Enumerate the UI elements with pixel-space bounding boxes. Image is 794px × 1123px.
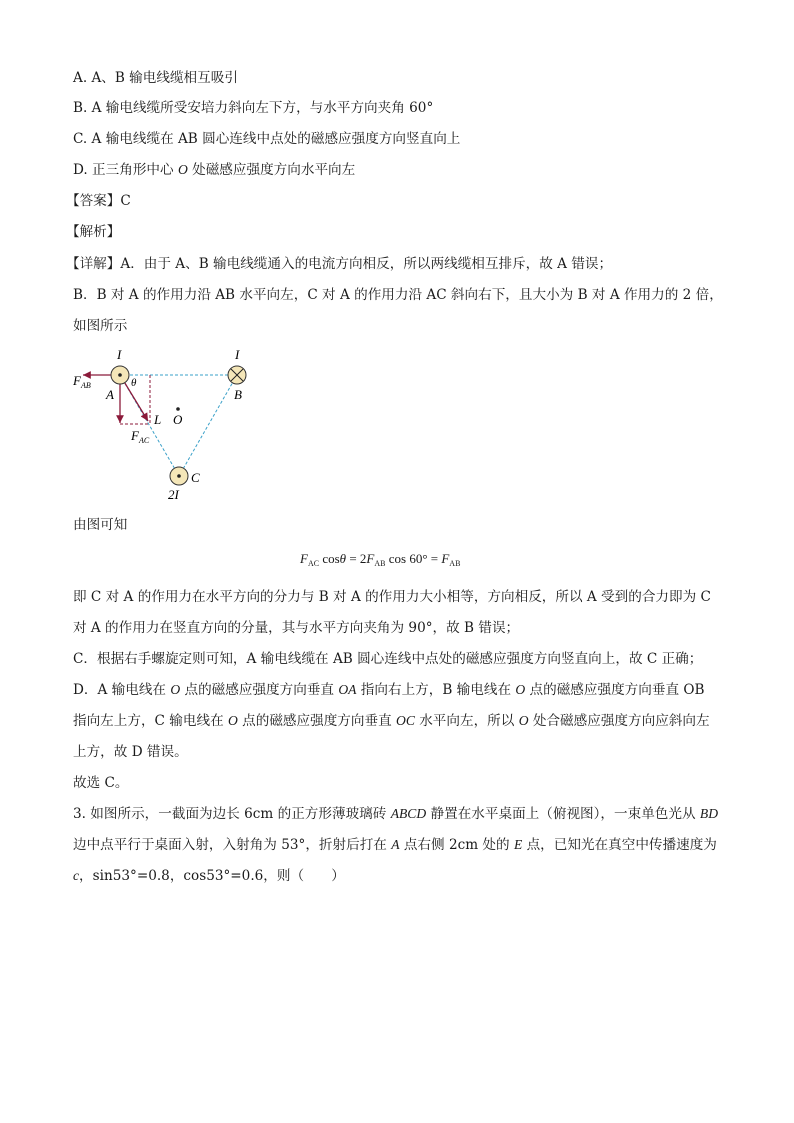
explain-d-line-2 bbox=[73, 711, 710, 731]
option-d-var: O bbox=[177, 162, 188, 177]
answer-line bbox=[66, 191, 131, 211]
detail-line-2: B．B 对 A 的作用力沿 AB 水平向左，C 对 A 的作用力沿 AC 斜向右下，且大小为 B 对 A 作用力的 2 倍， bbox=[73, 287, 723, 303]
label-theta: θ bbox=[131, 377, 137, 389]
label-f-ac-main: F bbox=[131, 428, 139, 443]
explain-line-2: 对 A 的作用力在竖直方向的分量，其与水平方向夹角为 90°，故 B 错误； bbox=[73, 620, 520, 636]
answer-value: C bbox=[120, 193, 131, 209]
center-o-dot bbox=[176, 407, 180, 411]
analysis-tag: 【解析】 bbox=[66, 224, 121, 240]
q3-l2-a: 边中点平行于桌面入射，入射角为 53°，折射后打在 bbox=[73, 837, 392, 853]
formula-s2: AB bbox=[374, 559, 386, 568]
d1-a: D．A 输电线在 bbox=[73, 682, 171, 698]
q3-line-1 bbox=[73, 804, 718, 824]
q3-point-a: A bbox=[391, 837, 400, 852]
d1-b: 点的磁感应强度方向垂直 bbox=[180, 682, 339, 698]
label-f-ac bbox=[130, 428, 150, 445]
explain-d-line-3: 上方，故 D 错误。 bbox=[73, 744, 188, 760]
option-a: A. A、B 输电线缆相互吸引 bbox=[73, 70, 238, 86]
force-equation bbox=[300, 551, 460, 568]
d1-o2: O bbox=[515, 682, 526, 697]
label-2i: 2I bbox=[168, 487, 179, 502]
option-c: C. A 输电线缆在 AB 圆心连线中点处的磁感应强度方向竖直向上 bbox=[73, 131, 461, 147]
label-l: L bbox=[154, 412, 162, 427]
formula-theta: θ bbox=[339, 551, 347, 566]
d2-a: 指向左上方，C 输电线在 bbox=[73, 713, 228, 729]
q3-l1-b: 静置在水平桌面上（俯视图），一束单色光从 bbox=[426, 806, 700, 822]
label-f-ab-main: F bbox=[73, 373, 81, 388]
formula-f1: F bbox=[300, 551, 308, 566]
d2-c: 水平向左，所以 bbox=[414, 713, 519, 729]
label-current-a: I bbox=[117, 347, 122, 362]
option-d-suffix: 处磁感应强度方向水平向左 bbox=[187, 162, 356, 178]
formula-s1: AC bbox=[307, 559, 320, 568]
detail-line-1: 【详解】A．由于 A、B 输电线缆通入的电流方向相反，所以两线缆相互排斥，故 A 错误； bbox=[66, 256, 613, 272]
label-current-b: I bbox=[235, 347, 240, 362]
d2-b: 点的磁感应强度方向垂直 bbox=[237, 713, 396, 729]
choose-line: 故选 C。 bbox=[73, 775, 129, 791]
label-o: O bbox=[173, 412, 183, 427]
formula-s3: AB bbox=[449, 559, 461, 568]
conductor-b-icon bbox=[228, 366, 246, 384]
option-b: B. A 输电线缆所受安培力斜向左下方，与水平方向夹角 60° bbox=[73, 100, 434, 116]
q3-line-2 bbox=[73, 835, 717, 855]
formula-f2: F bbox=[366, 551, 375, 566]
q3-l2-c: 点，已知光在真空中传播速度为 bbox=[522, 837, 717, 853]
force-diagram bbox=[70, 342, 270, 507]
conductor-a-icon bbox=[111, 366, 129, 384]
d2-d: 处合磁感应强度方向应斜向左 bbox=[528, 713, 710, 729]
d1-c: 指向右上方，B 输电线在 bbox=[356, 682, 516, 698]
conductor-c-icon bbox=[170, 467, 188, 485]
q3-l1-a: 3. 如图所示，一截面为边长 6cm 的正方形薄玻璃砖 bbox=[73, 806, 391, 822]
formula-cos2: cos 60° = bbox=[385, 551, 442, 566]
d2-o2: O bbox=[518, 713, 529, 728]
formula-f3: F bbox=[441, 551, 450, 566]
formula-eq1: = 2 bbox=[346, 551, 367, 566]
d1-d: 点的磁感应强度方向垂直 OB bbox=[525, 682, 705, 698]
q3-line-3 bbox=[73, 866, 345, 886]
d1-oa: OA bbox=[338, 682, 357, 697]
q3-l2-b: 点右侧 2cm 处的 bbox=[399, 837, 514, 853]
label-f-ab-sub: AB bbox=[80, 381, 91, 390]
q3-c: c bbox=[73, 868, 80, 883]
explain-line-3: C．根据右手螺旋定则可知，A 输电线缆在 AB 圆心连线中点处的磁感应强度方向竖直向上，故 C 正确； bbox=[73, 651, 703, 667]
q3-bd: BD bbox=[699, 806, 719, 821]
formula-cos1: cos bbox=[319, 551, 340, 566]
after-figure-text: 由图可知 bbox=[73, 517, 128, 533]
d2-o1: O bbox=[227, 713, 238, 728]
q3-point-e: E bbox=[513, 837, 523, 852]
q3-abcd: ABCD bbox=[390, 806, 427, 821]
label-a: A bbox=[106, 387, 114, 402]
q3-l3-rest: ，sin53°=0.8，cos53°=0.6，则（ ） bbox=[79, 868, 345, 884]
label-c: C bbox=[191, 470, 200, 485]
detail-line-3: 如图所示 bbox=[73, 318, 128, 334]
explain-d-line-1 bbox=[73, 680, 705, 700]
label-f-ac-sub: AC bbox=[138, 436, 150, 445]
explain-line-1: 即 C 对 A 的作用力在水平方向的分力与 B 对 A 的作用力大小相等，方向相反，所以 A 受到的合力即为 C bbox=[73, 589, 711, 605]
d1-o1: O bbox=[170, 682, 181, 697]
option-d-prefix: D. 正三角形中心 bbox=[73, 162, 178, 178]
option-d bbox=[73, 160, 355, 180]
label-b: B bbox=[234, 387, 242, 402]
answer-tag: 【答案】 bbox=[66, 193, 121, 209]
d2-oc: OC bbox=[396, 713, 415, 728]
side-bc-line bbox=[179, 375, 237, 476]
